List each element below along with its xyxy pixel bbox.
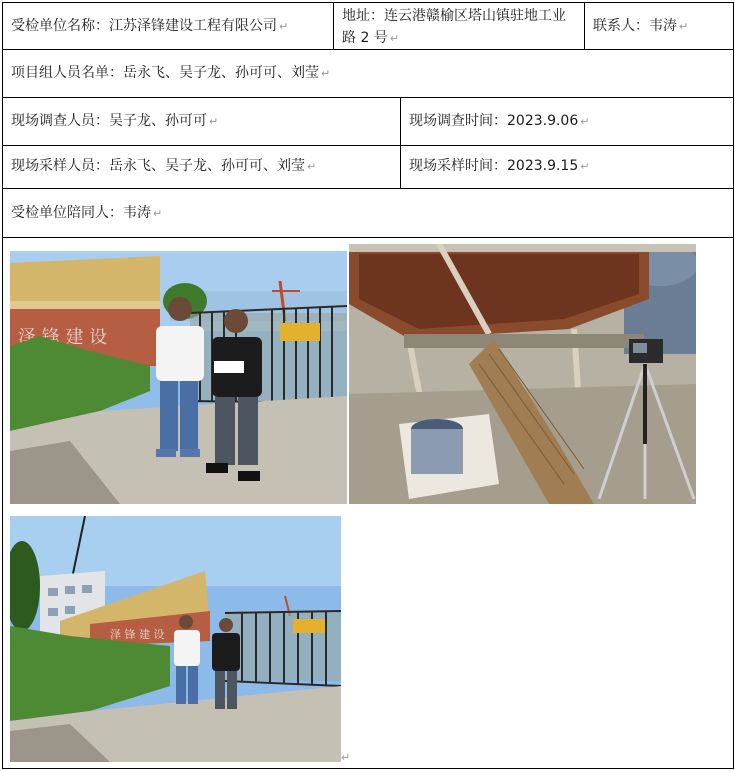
paragraph-mark: ↵: [321, 67, 331, 80]
sampling-time-label: 现场采样时间：: [409, 158, 507, 174]
address-label: 地址：: [342, 8, 384, 24]
unit-info-row: [3, 3, 733, 50]
sampling-row: [3, 146, 733, 189]
contact-value: 韦涛: [649, 18, 677, 34]
survey-staff-value: 吴子龙、孙可可: [109, 113, 207, 129]
paragraph-mark: ↵: [580, 115, 590, 128]
paragraph-mark: ↵: [389, 32, 400, 45]
svg-text:泽 锋 建 设: 泽 锋 建 设: [18, 327, 108, 348]
photo-sampling-equipment: [349, 244, 696, 504]
paragraph-mark: ↵: [341, 751, 351, 764]
survey-time-cell: [400, 98, 733, 145]
address-value: 连云港赣榆区塔山镇驻地工业路 2 号: [342, 8, 566, 46]
contact-label: 联系人：: [593, 18, 649, 34]
survey-time-label: 现场调查时间：: [409, 113, 507, 129]
sampling-staff-value: 岳永飞、吴子龙、孙可可、刘莹: [109, 158, 305, 174]
photo-sampling-equipment-image: [349, 244, 696, 504]
survey-staff-label: 现场调查人员：: [11, 113, 109, 129]
survey-record-table: [2, 2, 734, 769]
photo-gate-inspection-image: [10, 251, 347, 504]
photo-gate-inspection: [10, 251, 347, 504]
escort-value: 韦涛: [123, 205, 151, 221]
paragraph-mark: ↵: [153, 207, 163, 220]
escort-label: 受检单位陪同人：: [11, 205, 123, 221]
paragraph-mark: ↵: [279, 20, 289, 33]
address-cell: [333, 3, 584, 49]
unit-name-label: 受检单位名称：: [11, 18, 109, 34]
paragraph-mark: ↵: [679, 20, 689, 33]
paragraph-mark: ↵: [209, 115, 219, 128]
paragraph-mark: ↵: [580, 160, 590, 173]
team-label: 项目组人员名单：: [11, 65, 123, 81]
survey-staff-cell: [3, 98, 400, 145]
unit-name-value: 江苏泽锋建设工程有限公司: [109, 18, 277, 34]
unit-name-cell: [3, 3, 333, 49]
team-value: 岳永飞、吴子龙、孙可可、刘莹: [123, 65, 319, 81]
svg-text:泽 锋 建 设: 泽 锋 建 设: [110, 628, 165, 641]
paragraph-mark: ↵: [307, 160, 317, 173]
team-row: [3, 50, 733, 98]
photo-gate-group-image: [10, 516, 341, 762]
photo-gate-group: [10, 516, 341, 762]
sampling-time-cell: [400, 146, 733, 188]
team-cell: [3, 50, 733, 97]
sampling-staff-label: 现场采样人员：: [11, 158, 109, 174]
survey-time-value: 2023.9.06: [507, 113, 579, 129]
contact-cell: [584, 3, 733, 49]
escort-cell: [3, 189, 733, 237]
survey-row: [3, 98, 733, 146]
sampling-time-value: 2023.9.15: [507, 158, 579, 174]
sampling-staff-cell: [3, 146, 400, 188]
escort-row: [3, 189, 733, 238]
